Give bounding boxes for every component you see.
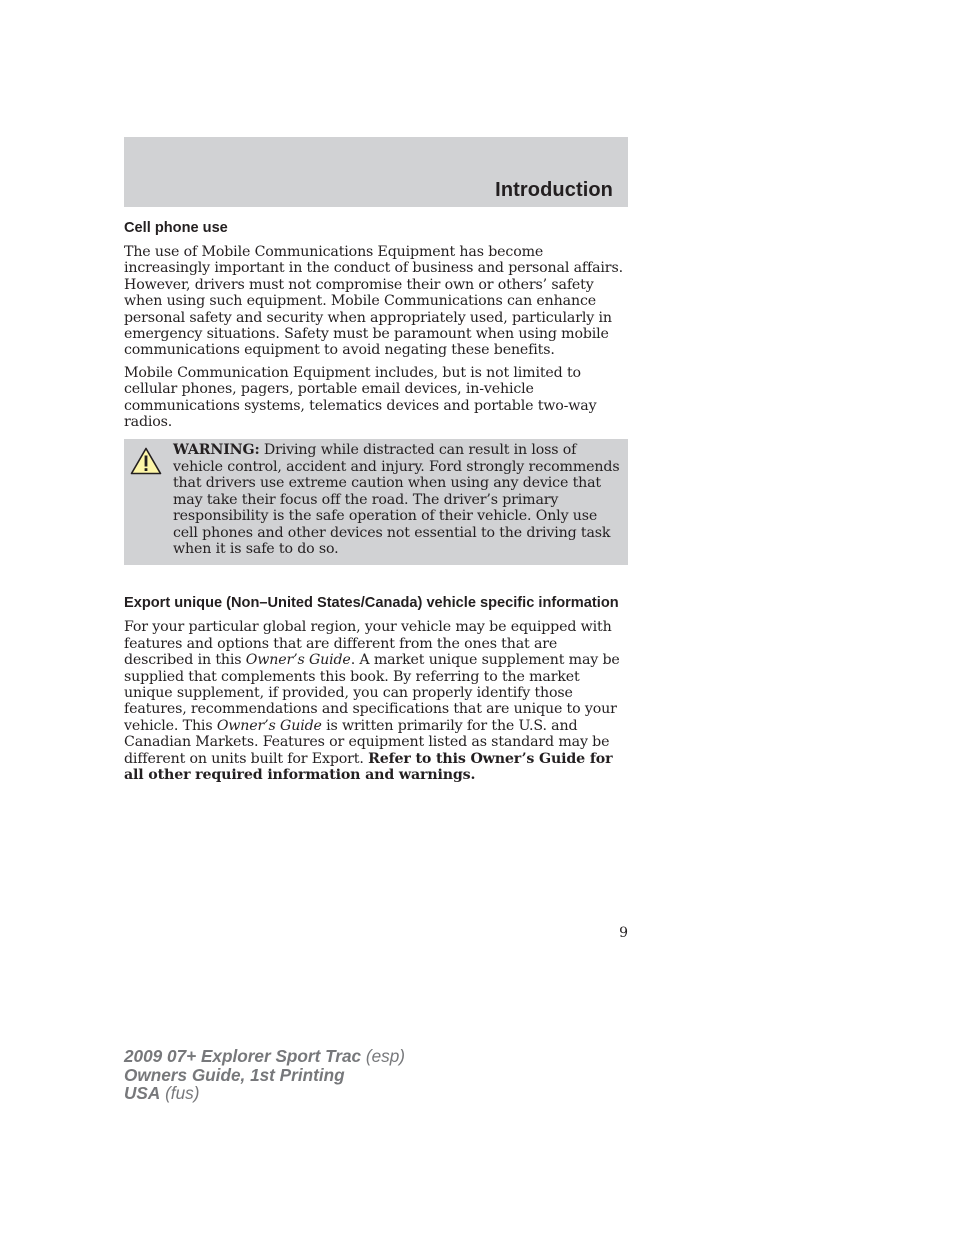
paragraph: Mobile Communication Equipment includes, but is not limited to cellular phones, pagers, portable email devices, in-vehicle communications systems, telematics devices and portable two-way radios.: [124, 364, 597, 431]
section-heading: Cell phone use: [124, 220, 228, 236]
footer-code: (esp): [361, 1046, 406, 1066]
section-cell-phone-use: [124, 220, 628, 430]
section-header-band: [124, 137, 628, 207]
italic-run: Owner’s Guide: [216, 717, 322, 734]
footer-code: (fus): [160, 1083, 200, 1104]
section-title: Introduction: [495, 179, 613, 201]
document-footer: [124, 1047, 405, 1103]
page-content: [124, 220, 628, 783]
section-export-unique: [124, 595, 628, 783]
footer-market: USA: [124, 1083, 161, 1104]
paragraph: [124, 619, 628, 783]
warning-body: Driving while distracted can result in loss of vehicle control, accident and injury. Ford strongly recommends that drivers use extreme caution when using any device that may take their focus off the road. The driver’s primary responsibility is the safe operation of their vehicle. Only use cell phones and other devices not essential to the driving task when it is safe to do so.: [173, 442, 620, 557]
footer-line: [124, 1047, 405, 1066]
footer-model: 2009 07+ Explorer Sport Trac: [124, 1046, 362, 1066]
paragraph: The use of Mobile Communications Equipment has become increasingly important in the conduct of business and personal affairs. However, drivers must not compromise their own or others’ safety when using such equipment. Mobile Communications can enhance personal safety and security when appropriately used, particularly in emergency situations. Safety must be paramount when using mobile communications equipment to avoid negating these benefits.: [124, 244, 623, 359]
bold-run: Refer to this Owner’s Guide for all other required information and warnings.: [124, 750, 613, 783]
warning-label: WARNING:: [173, 442, 260, 459]
warning-triangle-icon: [130, 447, 162, 475]
footer-line: [124, 1084, 405, 1103]
warning-text: [131, 442, 620, 557]
text-run: For your particular global region, your vehicle may be equipped with features and options that are different from the ones that are described in this: [124, 619, 612, 669]
footer-line: Owners Guide, 1st Printing: [124, 1064, 345, 1085]
text-run: is written primarily for the U.S. and Canadian Markets. Features or equipment listed as standard may be different on units built for Export.: [124, 717, 610, 767]
text-run: . A market unique supplement may be supplied that complements this book. By referring to the market unique supplement, if provided, you can properly identify those features, recommendations and specifications that are unique to your vehicle. This: [124, 652, 620, 734]
italic-run: Owner’s Guide: [245, 652, 351, 669]
section-heading: Export unique (Non–United States/Canada) vehicle specific information: [124, 595, 619, 612]
page-number: 9: [619, 925, 628, 941]
warning-box: [124, 439, 628, 565]
